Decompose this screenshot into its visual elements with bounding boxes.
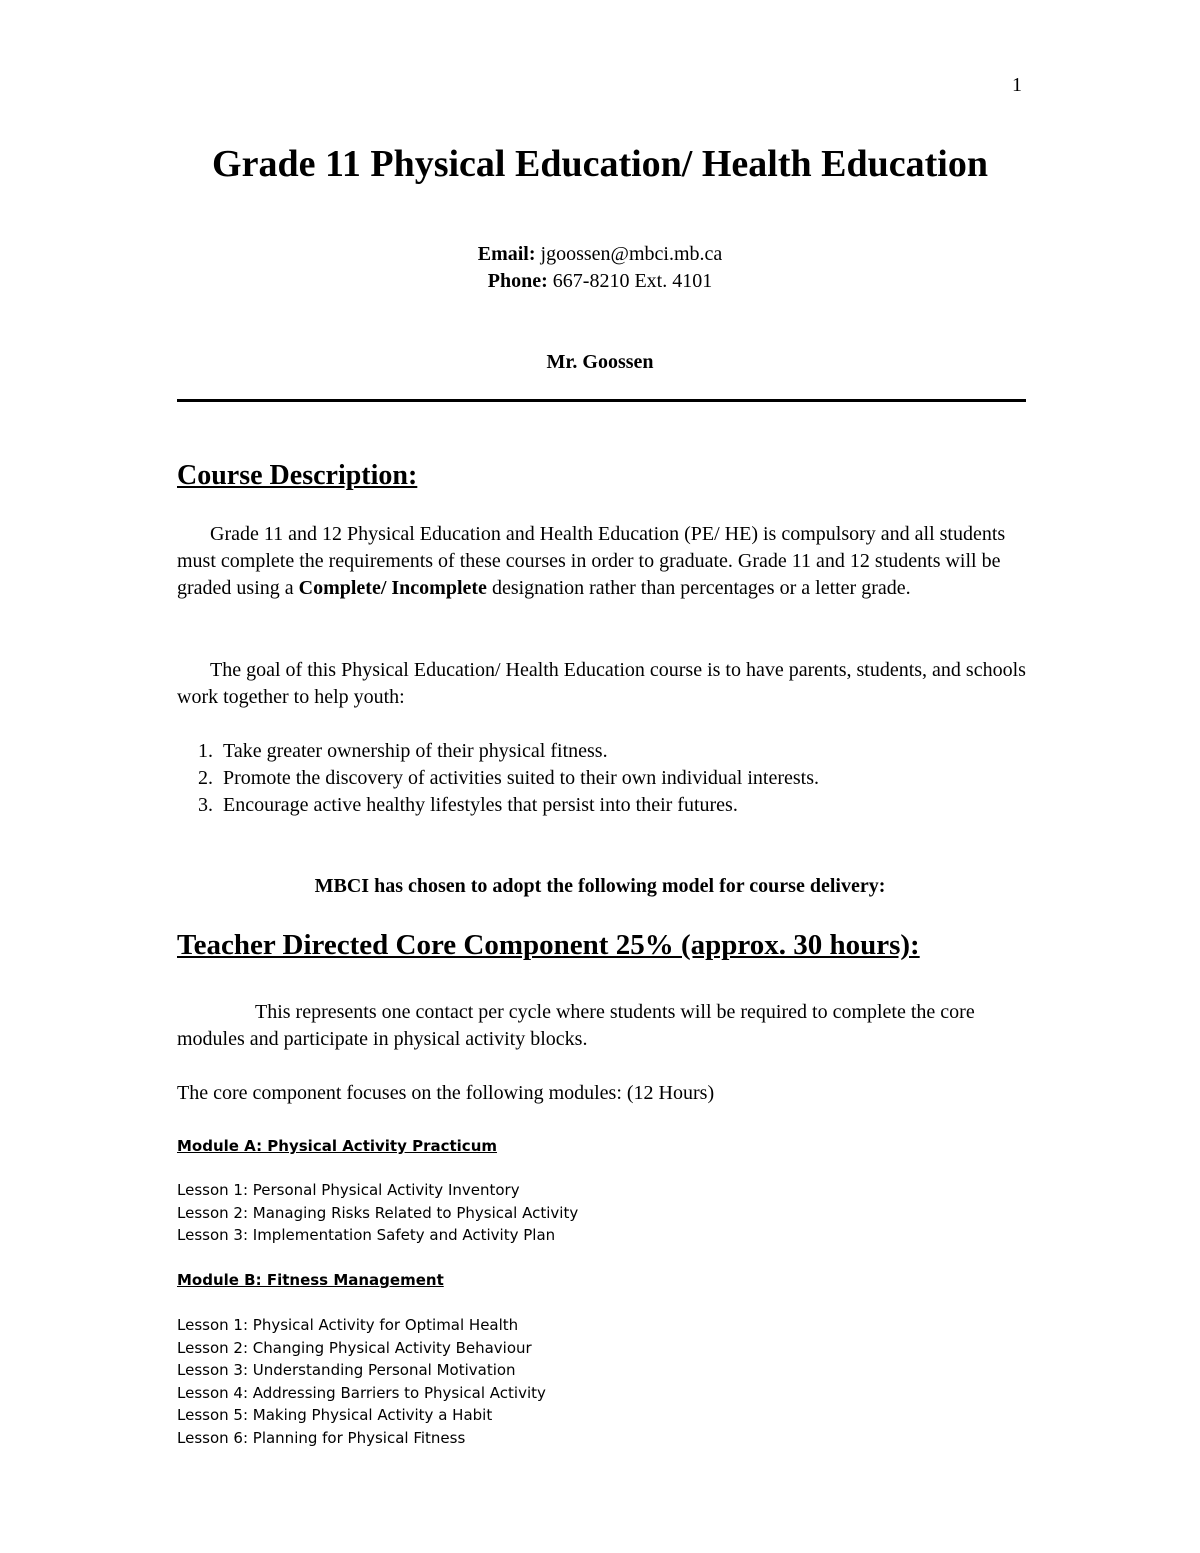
module-b-lessons	[177, 1314, 546, 1450]
goals-list	[177, 738, 819, 819]
module-a-lessons	[177, 1179, 578, 1247]
grading-designation: Complete/ Incomplete	[298, 577, 487, 599]
goal-text: Take greater ownership of their physical fitness.	[223, 740, 608, 762]
core-component-paragraph: This represents one contact per cycle where students will be required to complete the core modules and participate in physical activity blocks.	[177, 1001, 975, 1050]
list-item: Lesson 5: Making Physical Activity a Habit	[177, 1406, 493, 1425]
list-item: Lesson 2: Managing Risks Related to Physical Activity	[177, 1203, 579, 1222]
goal-text: Promote the discovery of activities suited to their own individual interests.	[223, 767, 819, 789]
list-item	[177, 738, 819, 765]
teacher-name: Mr. Goossen	[546, 351, 654, 373]
list-item: Lesson 1: Personal Physical Activity Inventory	[177, 1181, 520, 1199]
core-component-heading: Teacher Directed Core Component 25% (approx. 30 hours):	[177, 929, 920, 961]
goal-number: 1.	[198, 740, 213, 762]
email-address: jgoossen@mbci.mb.ca	[540, 243, 723, 265]
list-item: Lesson 3: Understanding Personal Motivation	[177, 1361, 516, 1380]
list-item: Lesson 3: Implementation Safety and Activity Plan	[177, 1226, 556, 1245]
core-modules-intro: The core component focuses on the following modules: (12 Hours)	[177, 1082, 715, 1104]
list-item: Lesson 2: Changing Physical Activity Behaviour	[177, 1338, 532, 1357]
course-description-text-2: designation rather than percentages or a letter grade.	[486, 577, 911, 599]
course-description-text-1: Grade 11 and 12 Physical Education and Health Education (PE/ HE) is compulsory and all students must complete the requirements of these courses in order to graduate. Grade 11 and 12 students will be graded using a	[177, 523, 1006, 599]
goal-text: Encourage active healthy lifestyles that persist into their futures.	[223, 794, 738, 816]
email-line	[0, 241, 1200, 267]
list-item: Lesson 4: Addressing Barriers to Physical Activity	[177, 1383, 546, 1402]
list-item	[177, 792, 819, 819]
goal-number: 3.	[198, 794, 213, 816]
list-item: Lesson 1: Physical Activity for Optimal Health	[177, 1316, 519, 1334]
list-item	[177, 765, 819, 792]
phone-number: 667-8210 Ext. 4101	[552, 270, 713, 292]
page-number: 1	[1012, 74, 1022, 96]
course-description-paragraph	[177, 521, 1037, 602]
phone-line	[0, 268, 1200, 294]
list-item: Lesson 6: Planning for Physical Fitness	[177, 1428, 466, 1447]
module-b-title: Module B: Fitness Management	[177, 1271, 444, 1289]
course-goal-paragraph: The goal of this Physical Education/ Health Education course is to have parents, students, and schools work together to help youth:	[177, 659, 1026, 708]
phone-label: Phone:	[487, 270, 548, 292]
document-title: Grade 11 Physical Education/ Health Education	[212, 143, 988, 185]
goal-number: 2.	[198, 767, 213, 789]
delivery-statement: MBCI has chosen to adopt the following model for course delivery:	[314, 875, 886, 897]
email-label: Email:	[477, 243, 536, 265]
course-description-heading: Course Description:	[177, 460, 418, 491]
module-a-title: Module A: Physical Activity Practicum	[177, 1137, 498, 1155]
header-divider	[177, 399, 1026, 402]
